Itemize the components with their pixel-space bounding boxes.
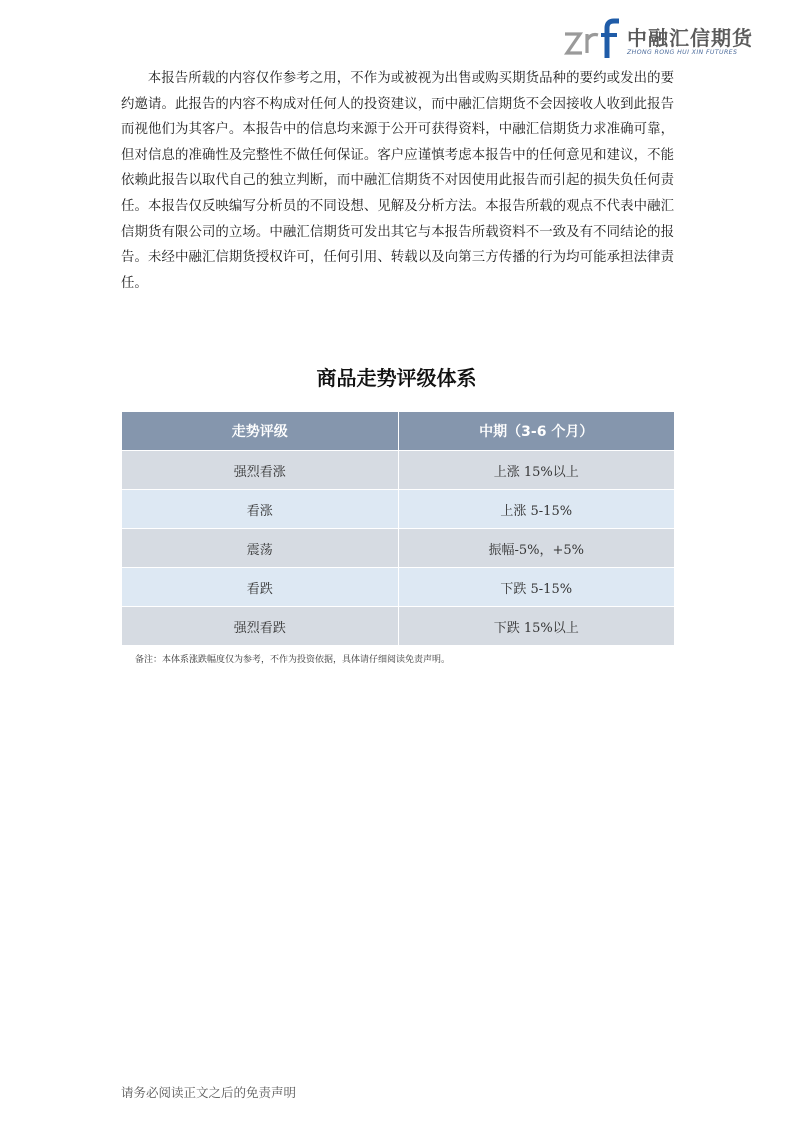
table-row (122, 529, 675, 568)
rating-cell: 震荡 (122, 529, 399, 568)
range-cell: 振幅-5%，+5% (398, 529, 675, 568)
range-cell: 下跌 15%以上 (398, 607, 675, 646)
table-row (122, 607, 675, 646)
table-row (122, 490, 675, 529)
range-cell: 上涨 15%以上 (398, 451, 675, 490)
table-header-row (122, 412, 675, 451)
table-row (122, 568, 675, 607)
logo-english-name: ZHONG RONG HUI XIN FUTURES (627, 49, 738, 56)
zrf-logo-mark (563, 18, 625, 62)
footer-disclaimer-notice: 请务必阅读正文之后的免责声明 (121, 1085, 297, 1100)
rating-table (121, 411, 675, 646)
company-logo (563, 18, 753, 62)
column-header-midterm: 中期（3-6 个月） (398, 412, 675, 451)
rating-cell: 看涨 (122, 490, 399, 529)
table-note: 备注：本体系涨跌幅度仅为参考，不作为投资依据，具体请仔细阅读免责声明。 (135, 655, 451, 665)
rating-cell: 看跌 (122, 568, 399, 607)
rating-system-title: 商品走势评级体系 (316, 366, 477, 390)
disclaimer-paragraph: 本报告所载的内容仅作参考之用，不作为或被视为出售或购买期货品种的要约或发出的要约邀请。此报告的内容不构成对任何人的投资建议，而中融汇信期货不会因接收人收到此报告而视他们为其客户。本报告中的信息均来源于公开可获得资料，中融汇信期货力求准确可靠，但对信息的准确性及完整性不做任何保证。客户应谨慎考虑本报告中的任何意见和建议，不能依赖此报告以取代自己的独立判断，而中融汇信期货不对因使用此报告而引起的损失负任何责任。本报告仅反映编写分析员的不同设想、见解及分析方法。本报告所载的观点不代表中融汇信期货有限公司的立场。中融汇信期货可发出其它与本报告所载资料不一致及有不同结论的报告。未经中融汇信期货授权许可，任何引用、转载以及向第三方传播的行为均可能承担法律责任。 (121, 71, 674, 291)
rating-cell: 强烈看跌 (122, 607, 399, 646)
column-header-rating: 走势评级 (122, 412, 399, 451)
rating-cell: 强烈看涨 (122, 451, 399, 490)
logo-chinese-name: 中融汇信期货 (627, 26, 753, 50)
range-cell: 上涨 5-15% (398, 490, 675, 529)
range-cell: 下跌 5-15% (398, 568, 675, 607)
table-row (122, 451, 675, 490)
